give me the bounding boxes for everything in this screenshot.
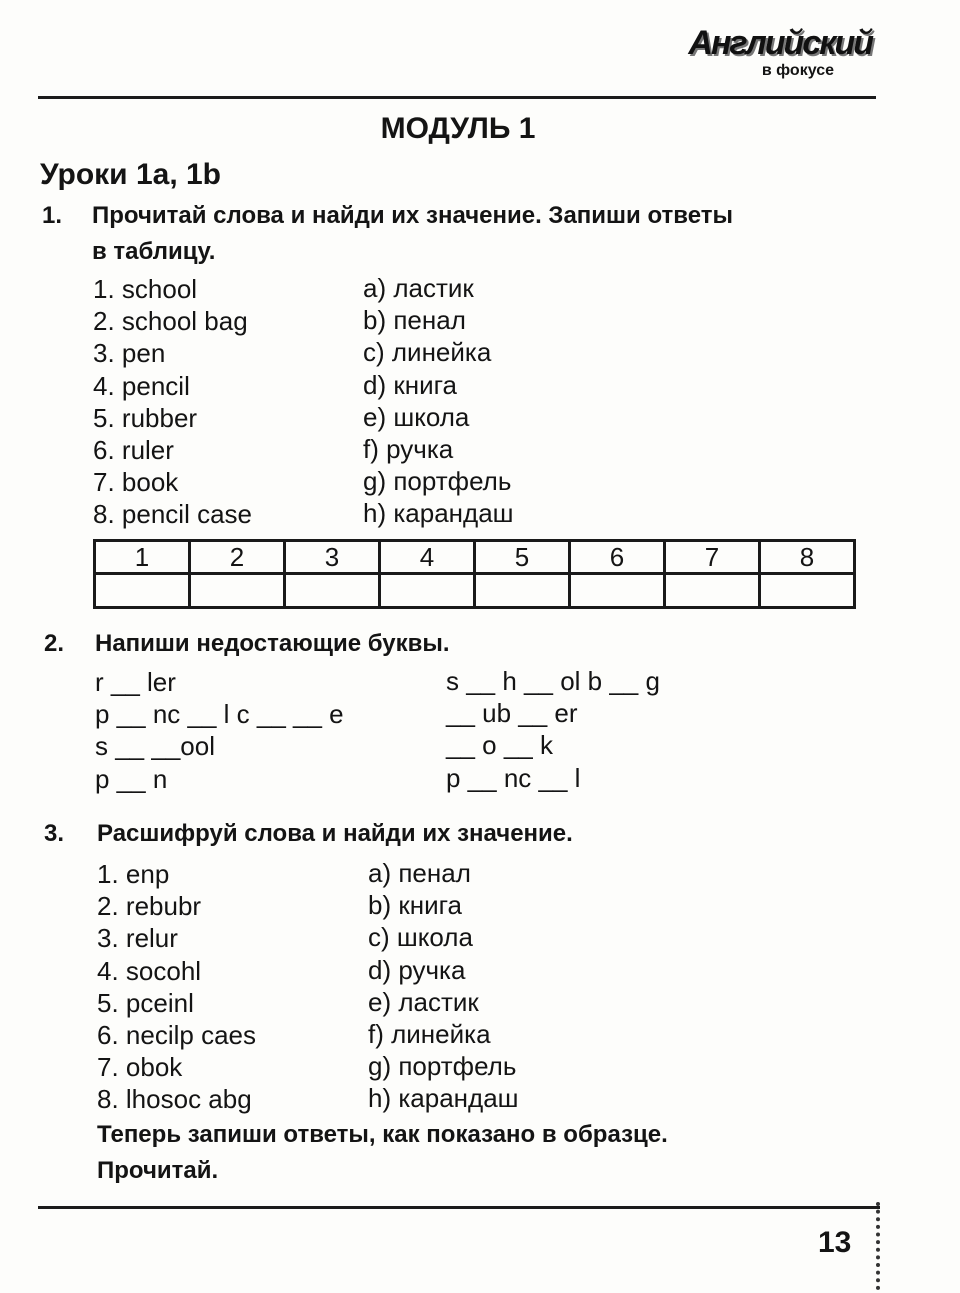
list-item: f) ручка (363, 433, 454, 464)
list-item: 2. school bag (93, 306, 248, 337)
answer-table-header-cell: 5 (475, 541, 570, 574)
list-item: 5. rubber (93, 402, 198, 433)
list-item: p __ n (95, 763, 168, 794)
list-item: c) линейка (363, 337, 492, 368)
exercise-1-word-list (93, 273, 252, 531)
list-item: __ ub __ er (446, 698, 578, 729)
list-item: 3. pen (93, 338, 166, 369)
exercise-3-meaning-list (368, 857, 519, 1115)
answer-table-header-cell: 3 (285, 541, 380, 574)
exercise-2-left-list (95, 666, 344, 795)
list-item: 4. socohl (97, 955, 202, 986)
exercise-3-footer (97, 1117, 668, 1189)
list-item: 8. lhosoc abg (97, 1084, 252, 1115)
list-item: 8. pencil case (93, 499, 252, 530)
list-item: e) школа (363, 401, 470, 432)
list-item: p __ nc __ l (446, 762, 581, 793)
answer-cell[interactable] (665, 574, 760, 608)
list-item: s __ __ool (95, 731, 215, 762)
exercise-2-instruction: Напиши недостающие буквы. (95, 630, 450, 657)
answer-cell[interactable] (95, 574, 190, 608)
logo-subtitle: в фокусе (761, 62, 834, 79)
module-title: МОДУЛЬ 1 (380, 112, 536, 145)
list-item: s __ h __ ol b __ g (446, 666, 660, 696)
answer-cell[interactable] (475, 574, 570, 608)
list-item: h) карандаш (363, 498, 514, 529)
answer-table-header-cell: 1 (95, 541, 190, 574)
answer-cell[interactable] (190, 574, 285, 608)
list-item: g) портфель (368, 1051, 517, 1082)
list-item: 4. pencil (93, 370, 190, 401)
lesson-title: Уроки 1a, 1b (40, 158, 222, 191)
bottom-divider (38, 1206, 880, 1209)
list-item: p __ nc __ l c __ __ e (95, 699, 344, 730)
list-item: 2. rebubr (97, 891, 202, 922)
list-item: 1. enp (97, 859, 170, 889)
top-divider (38, 96, 876, 99)
exercise-2-number: 2. (44, 630, 65, 657)
exercise-1-meaning-list (363, 272, 514, 530)
answer-table-answer-row (95, 574, 855, 608)
list-item: 7. book (93, 467, 179, 498)
answer-table-header-cell: 8 (760, 541, 855, 574)
page-number: 13 (818, 1226, 852, 1259)
answer-cell[interactable] (380, 574, 475, 608)
list-item: 7. obok (97, 1052, 183, 1083)
exercise-1-instruction-line1: Прочитай слова и найди их значение. Запиши ответы (92, 202, 734, 229)
list-item: r __ ler (95, 667, 176, 697)
list-item: d) книга (363, 369, 457, 400)
list-item: e) ластик (368, 986, 479, 1017)
answer-cell[interactable] (570, 574, 665, 608)
answer-table-header-row (95, 541, 855, 574)
list-item: c) школа (368, 922, 473, 953)
answer-table-header-cell: 2 (190, 541, 285, 574)
list-item: 5. pceinl (97, 987, 194, 1018)
list-item: 1. school (93, 274, 198, 304)
list-item: a) ластик (363, 273, 474, 303)
exercise-3-footer-line2: Прочитай. (97, 1157, 219, 1184)
list-item: b) книга (368, 890, 462, 921)
answer-cell[interactable] (760, 574, 855, 608)
list-item: 3. relur (97, 923, 178, 954)
exercise-3-instruction: Расшифруй слова и найди их значение. (97, 820, 573, 847)
answer-table (93, 539, 856, 609)
list-item: __ o __ k (446, 730, 553, 761)
list-item: f) линейка (368, 1018, 491, 1049)
answer-table-header-cell: 6 (570, 541, 665, 574)
list-item: g) портфель (363, 466, 512, 497)
exercise-1-number: 1. (42, 202, 63, 229)
list-item: 6. ruler (93, 434, 174, 465)
list-item: b) пенал (363, 305, 466, 336)
logo-title: Английский (688, 24, 872, 62)
exercise-1-instruction (92, 198, 733, 270)
exercise-3-word-list (97, 858, 256, 1116)
list-item: a) пенал (368, 858, 471, 888)
answer-cell[interactable] (285, 574, 380, 608)
list-item: d) ручка (368, 954, 466, 985)
dotted-margin-line (876, 1202, 880, 1290)
answer-table-header-cell: 4 (380, 541, 475, 574)
answer-table-header-cell: 7 (665, 541, 760, 574)
list-item: 6. necilp caes (97, 1019, 256, 1050)
exercise-1-instruction-line2: в таблицу. (92, 238, 216, 265)
exercise-2-right-list (446, 665, 660, 794)
logo (688, 24, 872, 86)
exercise-3-footer-line1: Теперь запиши ответы, как показано в образце. (97, 1121, 668, 1148)
list-item: h) карандаш (368, 1083, 519, 1114)
exercise-3-number: 3. (44, 820, 65, 847)
